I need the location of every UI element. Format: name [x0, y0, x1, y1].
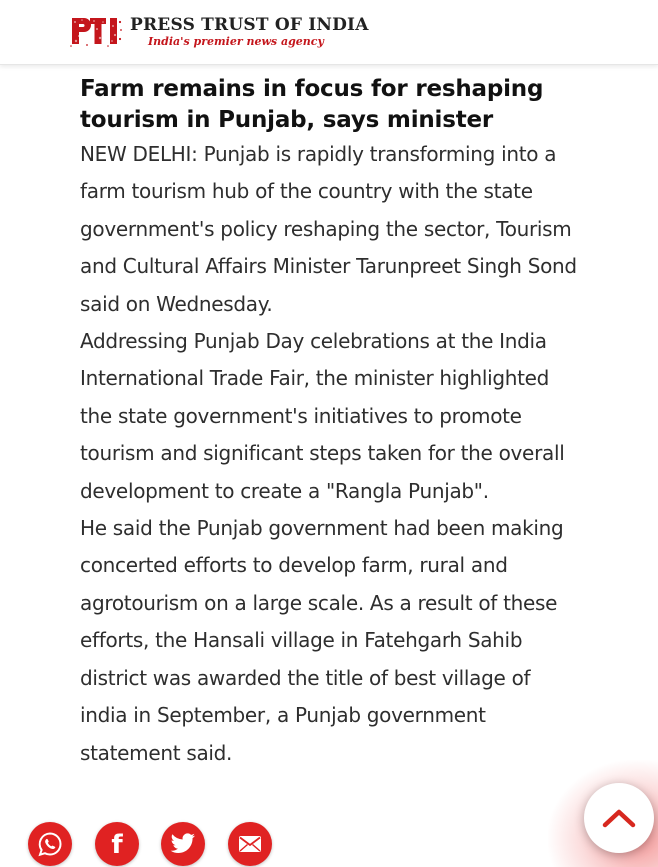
whatsapp-icon — [37, 831, 63, 857]
publisher-tagline: India's premier news agency — [148, 35, 324, 48]
site-header — [0, 0, 658, 65]
share-email-button[interactable] — [228, 822, 272, 866]
article-paragraph-3: He said the Punjab government had been making concerted efforts to develop farm, rural and agrotourism on a large scale. As a result of these efforts, the Hansali village in Fatehgarh Sahib district was awarded the title of best village of india in September, a Punjab government statement said. — [80, 516, 564, 765]
email-icon — [238, 835, 262, 853]
share-whatsapp-button[interactable] — [28, 822, 72, 866]
scroll-to-top-button[interactable] — [584, 783, 654, 853]
article-paragraph-1: NEW DELHI: Punjab is rapidly transforming into a farm tourism hub of the country with the state government's policy reshaping the sector, Tourism and Cultural Affairs Minister Tarunpreet Singh Sond said on Wednesday. — [80, 142, 577, 316]
pti-logo-mark — [70, 14, 124, 48]
publisher-name: PRESS TRUST OF INDIA — [130, 15, 369, 35]
logo-text — [130, 16, 369, 48]
pti-logo[interactable] — [70, 14, 369, 50]
share-facebook-button[interactable] — [95, 822, 139, 866]
article-paragraph-2: Addressing Punjab Day celebrations at the India International Trade Fair, the minister highlighted the state government's initiatives to promote tourism and significant steps taken for the overall development to create a "Rangla Punjab". — [80, 329, 565, 503]
twitter-icon — [170, 833, 196, 855]
article — [80, 74, 580, 772]
facebook-icon: f — [111, 830, 123, 860]
share-twitter-button[interactable] — [161, 822, 205, 866]
chevron-up-icon — [602, 807, 636, 829]
article-headline: Farm remains in focus for reshaping tourism in Punjab, says minister — [80, 76, 544, 133]
